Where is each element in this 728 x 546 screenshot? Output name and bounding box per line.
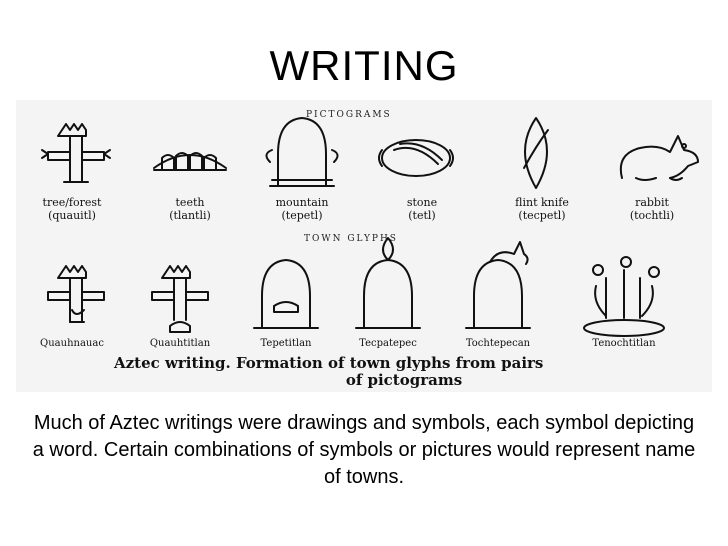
pictogram-label — [142, 196, 238, 222]
town-glyph-label: Tochtepecan — [465, 338, 531, 349]
flint-knife-pictogram — [524, 118, 548, 188]
pictogram-label — [604, 196, 700, 222]
stone-pictogram — [379, 140, 453, 176]
mountain-pictogram — [266, 118, 337, 186]
tree-pictogram — [42, 124, 110, 182]
pictogram-native-name: (tecpetl) — [518, 209, 566, 222]
tochtepecan-glyph — [466, 242, 530, 328]
pictogram-label — [24, 196, 120, 222]
town-glyph-label: Tenochtitlan — [592, 338, 656, 349]
pictogram-native-name: (tlantli) — [169, 209, 211, 222]
pictograms-heading: PICTOGRAMS — [306, 110, 392, 120]
pictogram-label — [254, 196, 350, 222]
pictogram-name: stone — [406, 196, 438, 209]
pictogram-name: flint knife — [515, 196, 569, 209]
teeth-pictogram — [154, 153, 226, 170]
caption-line-2: of pictograms — [345, 371, 463, 389]
aztec-glyphs-figure — [16, 100, 712, 392]
caption-line-1: Aztec writing. Formation of town glyphs from pairs — [114, 354, 544, 372]
pictogram-name: rabbit — [635, 196, 669, 209]
town-glyphs-heading: TOWN GLYPHS — [304, 234, 398, 244]
quauhnauac-glyph — [48, 266, 104, 322]
slide-body-text: Much of Aztec writings were drawings and symbols, each symbol depicting a word. Certain combinations of symbols or pictures would represent name of towns. — [32, 412, 696, 488]
slide-title: WRITING — [269, 42, 459, 89]
tecpatepec-glyph — [356, 238, 420, 328]
pictogram-native-name: (quauitl) — [48, 209, 96, 222]
rabbit-pictogram — [621, 136, 698, 180]
quauhtitlan-glyph — [152, 266, 208, 332]
town-glyph-label: Tepetitlan — [260, 338, 312, 349]
tepetitlan-glyph — [254, 260, 318, 328]
pictogram-name: mountain — [275, 196, 329, 209]
pictogram-name: tree/forest — [42, 196, 102, 209]
figure-caption — [114, 355, 674, 389]
tenochtitlan-glyph — [584, 257, 664, 336]
pictogram-name: teeth — [175, 196, 205, 209]
town-glyph-label: Quauhnauac — [40, 338, 104, 349]
pictogram-label — [374, 196, 470, 222]
pictogram-native-name: (tetl) — [408, 209, 436, 222]
town-glyph-label: Tecpatepec — [359, 338, 417, 349]
pictogram-native-name: (tepetl) — [281, 209, 323, 222]
town-glyph-label: Quauhtitlan — [149, 338, 211, 349]
pictogram-label — [494, 196, 590, 222]
pictogram-native-name: (tochtli) — [629, 209, 675, 222]
